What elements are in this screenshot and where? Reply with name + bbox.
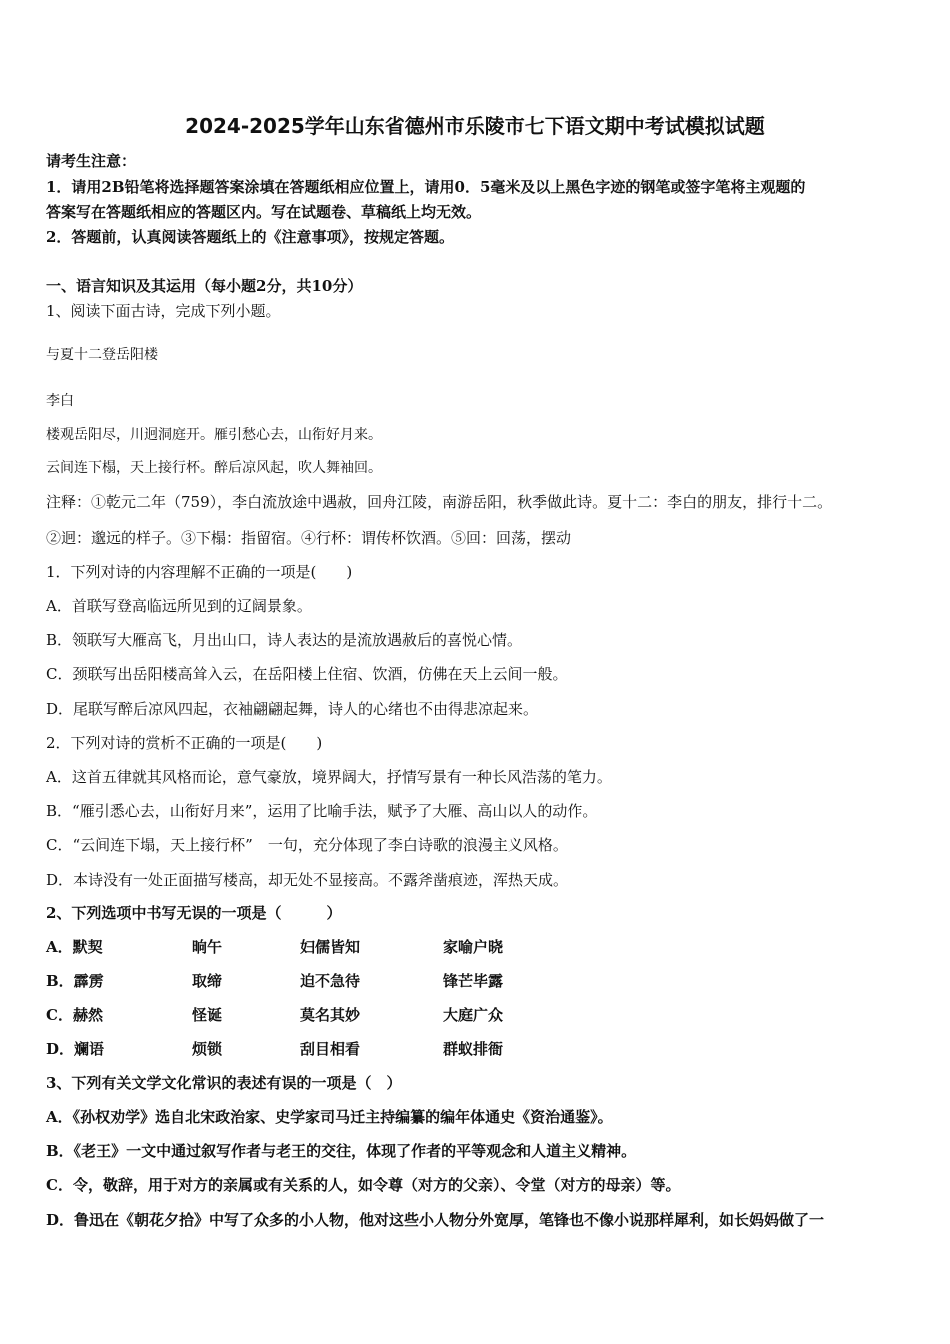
option-word: 妇儒皆知 [300, 938, 361, 956]
option-c: C．“云间连下塌，天上接行杯” 一句，充分体现了李白诗歌的浪漫主义风格。 [46, 836, 568, 854]
option-d: D．鲁迅在《朝花夕拾》中写了众多的小人物，他对这些小人物分外宽厚，笔锋也不像小说那样犀利，如长妈妈做了一 [46, 1211, 825, 1229]
option-word: 怪诞 [192, 1006, 223, 1024]
poem-line: 楼观岳阳尽，川迥洞庭开。雁引愁心去，山衔好月来。 [46, 427, 382, 443]
option-word: 迫不急待 [300, 972, 361, 990]
option-word: 莫名其妙 [300, 1006, 361, 1024]
sub-question-stem: 2．下列对诗的赏析不正确的一项是( ) [46, 734, 323, 752]
notice-heading: 请考生注意： [46, 152, 137, 170]
poem-line: 云间连下榻，天上接行杯。醉后凉风起，吹人舞袖回。 [46, 460, 382, 476]
option-d: D．尾联写醉后凉风四起，衣袖翩翩起舞，诗人的心绪也不由得悲凉起来。 [46, 700, 539, 718]
option-b: B．《老王》一文中通过叙写作者与老王的交往，体现了作者的平等观念和人道主义精神。 [46, 1142, 637, 1160]
notice-line-1: 1．请用2B铅笔将选择题答案涂填在答题纸相应位置上，请用0．5毫米及以上黑色字迹的钢笔或签字笔将主观题的 [46, 178, 806, 196]
notice-line-3: 2．答题前，认真阅读答题纸上的《注意事项》，按规定答题。 [46, 228, 454, 246]
page-title: 2024-2025学年山东省德州市乐陵市七下语文期中考试模拟试题 [185, 114, 765, 138]
option-label: B．霹雳 [46, 972, 104, 990]
option-d: D．本诗没有一处正面描写楼高，却无处不显接高。不露斧凿痕迹，浑热天成。 [46, 871, 569, 889]
poem-author: 李白 [46, 393, 74, 409]
option-word: 锋芒毕露 [443, 972, 504, 990]
option-word: 群蚁排衙 [443, 1040, 504, 1058]
option-c: C．令，敬辞，用于对方的亲属或有关系的人，如令尊（对方的父亲）、令堂（对方的母亲）等。 [46, 1176, 681, 1194]
option-label: D．斓语 [46, 1040, 105, 1058]
option-label: A．默契 [46, 938, 103, 956]
option-a: A．首联写登高临远所见到的辽阔景象。 [46, 597, 312, 615]
option-word: 晌午 [192, 938, 223, 956]
option-word: 取缔 [192, 972, 223, 990]
option-b: B．领联写大雁高飞，月出山口，诗人表达的是流放遇赦后的喜悦心情。 [46, 631, 523, 649]
option-a: A．这首五律就其风格而论，意气豪放，境界阔大，抒情写景有一种长风浩荡的笔力。 [46, 768, 612, 786]
option-c: C．颈联写出岳阳楼高耸入云，在岳阳楼上住宿、饮酒，仿佛在天上云间一般。 [46, 665, 568, 683]
poem-note: 注释：①乾元二年（759），李白流放途中遇赦，回舟江陵，南游岳阳，秋季做此诗。夏十二：李白的朋友，排行十二。 [46, 493, 833, 511]
option-word: 刮目相看 [300, 1040, 361, 1058]
option-word: 大庭广众 [443, 1006, 504, 1024]
section-heading: 一、语言知识及其运用（每小题2分，共10分） [46, 277, 363, 295]
option-word: 家喻户晓 [443, 938, 504, 956]
option-label: C．赫然 [46, 1006, 103, 1024]
sub-question-stem: 1．下列对诗的内容理解不正确的一项是( ) [46, 563, 353, 581]
poem-note: ②迥：邈远的样子。③下榻：指留宿。④行杯：谓传杯饮酒。⑤回：回荡，摆动 [46, 529, 572, 547]
poem-title: 与夏十二登岳阳楼 [46, 347, 158, 363]
question-stem: 2、下列选项中书写无误的一项是（ ） [46, 904, 342, 922]
question-intro: 1、阅读下面古诗，完成下列小题。 [46, 302, 281, 320]
question-stem: 3、下列有关文学文化常识的表述有误的一项是（ ） [46, 1074, 402, 1092]
option-b: B．“雁引悉心去，山衔好月来”，运用了比喻手法，赋予了大雁、高山以人的动作。 [46, 802, 598, 820]
option-a: A．《孙权劝学》选自北宋政治家、史学家司马迁主持编纂的编年体通史《资治通鉴》。 [46, 1108, 613, 1126]
notice-line-2: 答案写在答题纸相应的答题区内。写在试题卷、草稿纸上均无效。 [46, 203, 482, 221]
option-word: 烦锁 [192, 1040, 223, 1058]
